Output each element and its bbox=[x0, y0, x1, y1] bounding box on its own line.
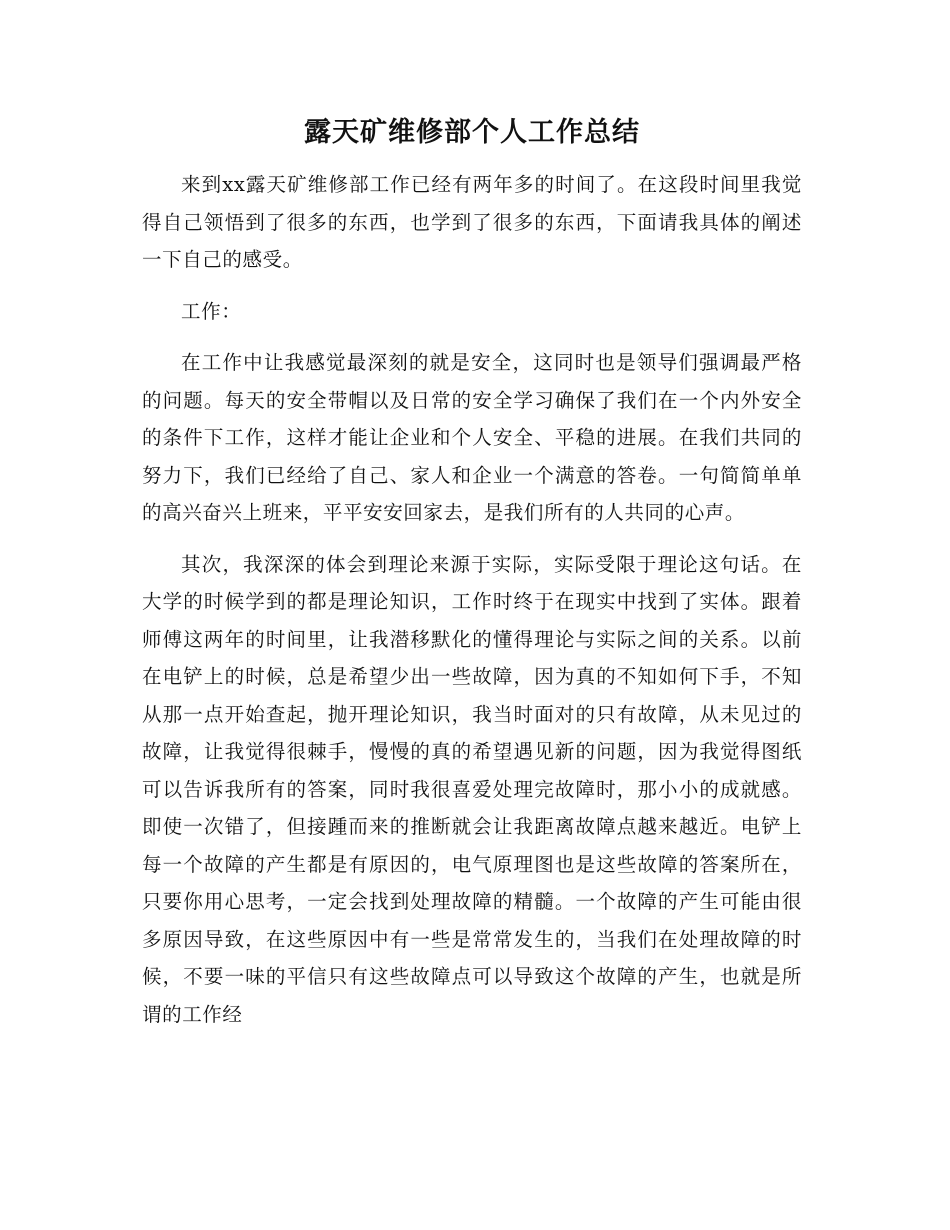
document-body bbox=[142, 110, 802, 1033]
section-heading-work: 工作： bbox=[181, 299, 242, 323]
document-title: 露天矿维修部个人工作总结 bbox=[304, 117, 640, 148]
paragraph-theory-practice: 其次，我深深的体会到理论来源于实际，实际受限于理论这句话。在大学的时候学到的都是理论知识，工作时终于在现实中找到了实体。跟着师傅这两年的时间里，让我潜移默化的懂得理论与实际之间的关系。以前在电铲上的时候，总是希望少出一些故障，因为真的不知如何下手，不知从那一点开始查起，抛开理论知识，我当时面对的只有故障，从未见过的故障，让我觉得很棘手，慢慢的真的希望遇见新的问题，因为我觉得图纸可以告诉我所有的答案，同时我很喜爱处理完故障时，那小小的成就感。即使一次错了，但接踵而来的推断就会让我距离故障点越来越近。电铲上每一个故障的产生都是有原因的，电气原理图也是这些故障的答案所在，只要你用心思考，一定会找到处理故障的精髓。一个故障的产生可能由很多原因导致，在这些原因中有一些是常常发生的，当我们在处理故障的时候，不要一味的平信只有这些故障点可以导致这个故障的产生，也就是所谓的工作经 bbox=[142, 552, 802, 1026]
paragraph-intro: 来到xx露天矿维修部工作已经有两年多的时间了。在这段时间里我觉得自己领悟到了很多的东西，也学到了很多的东西，下面请我具体的阐述一下自己的感受。 bbox=[142, 173, 802, 271]
paragraph-safety: 在工作中让我感觉最深刻的就是安全，这同时也是领导们强调最严格的问题。每天的安全带帽以及日常的安全学习确保了我们在一个内外安全的条件下工作，这样才能让企业和个人安全、平稳的进展。在我们共同的努力下，我们已经给了自己、家人和企业一个满意的答卷。一句简简单单的高兴奋兴上班来，平平安安回家去，是我们所有的人共同的心声。 bbox=[142, 351, 802, 524]
